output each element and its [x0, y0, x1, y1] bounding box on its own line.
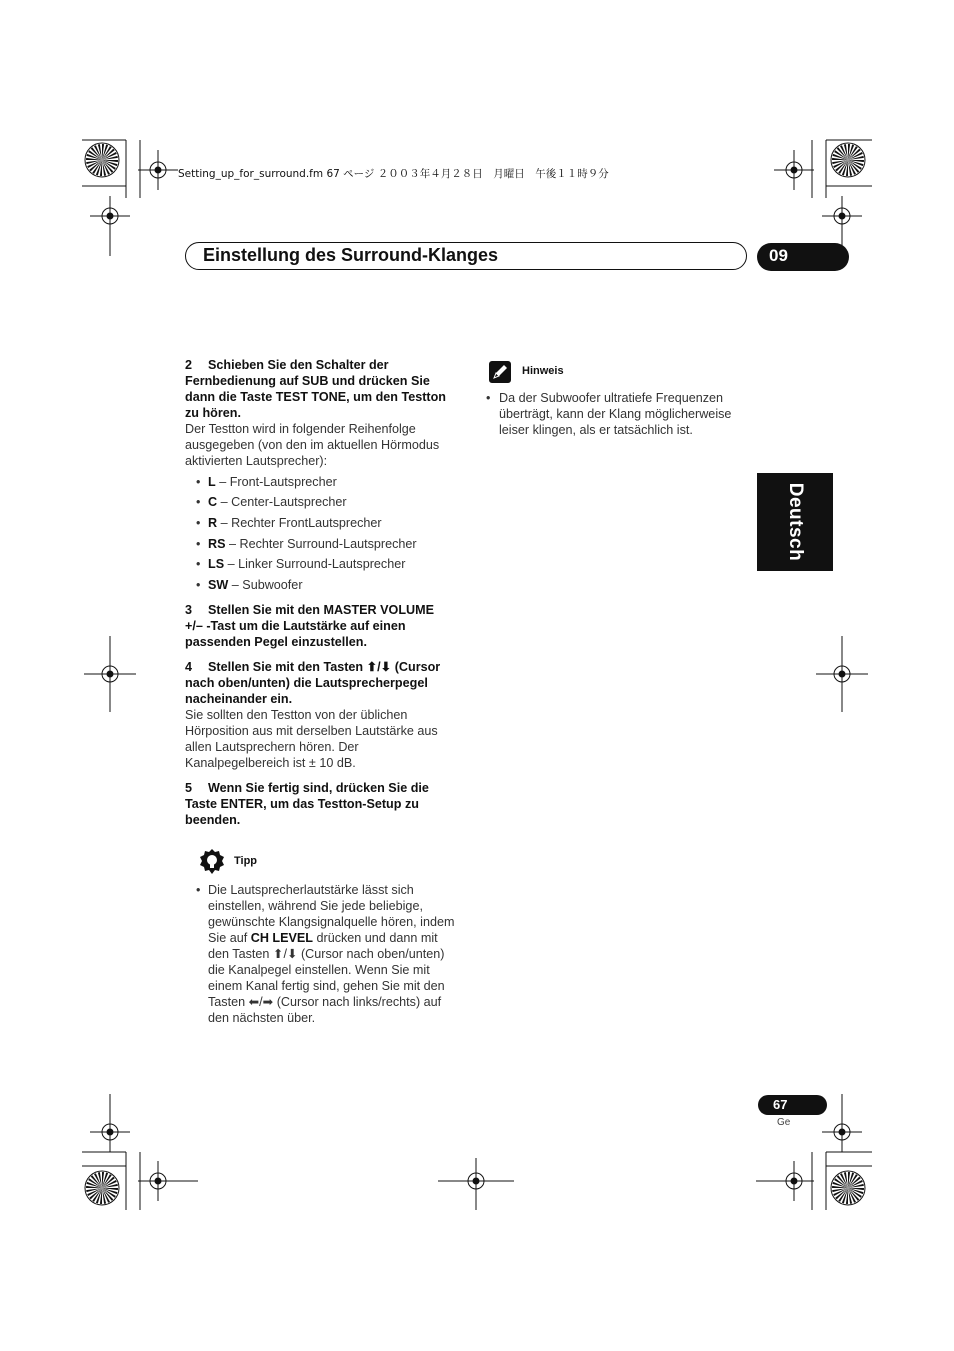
chapter-number: 09 — [769, 246, 788, 265]
list-item: • SW – Subwoofer — [196, 578, 303, 592]
speaker-desc: – Subwoofer — [228, 578, 303, 592]
step-heading: Schieben Sie den Schalter der Fernbedienung auf SUB und drücken Sie dann die Taste TEST TONE, um den Testton zu hören. — [185, 358, 446, 420]
step-body: Sie sollten den Testton von der üblichen Hörposition aus mit derselben Lautstärke aus allen Lautsprechern hören. Der Kanalpegelbereich ist ± 10 dB. — [185, 708, 438, 770]
starburst-mark — [831, 1171, 865, 1205]
step-number: 5 — [185, 781, 193, 795]
speaker-code: LS — [208, 557, 225, 571]
note-item: • Da der Subwoofer ultratiefe Frequenzen überträgt, kann der Klang möglicherweise leiser klingen, als er tatsächlich ist. — [486, 390, 738, 438]
speaker-code: C — [208, 495, 218, 509]
step-2 — [185, 357, 453, 469]
step-heading: Stellen Sie mit den Tasten ⬆/⬇ (Cursor nach oben/unten) die Lautsprecherpegel nacheinander ein. — [185, 660, 441, 706]
step-number: 2 — [185, 358, 193, 372]
speaker-desc: – Linker Surround-Lautsprecher — [224, 557, 406, 571]
note-label: Hinweis — [522, 365, 564, 377]
speaker-code: SW — [208, 578, 229, 592]
starburst-mark — [831, 143, 865, 177]
page-number-badge — [758, 1095, 827, 1115]
list-item: • C – Center-Lautsprecher — [196, 495, 347, 509]
speaker-code: R — [208, 516, 218, 530]
speaker-desc: – Rechter Surround-Lautsprecher — [225, 537, 417, 551]
step-number: 3 — [185, 603, 193, 617]
step-5 — [185, 780, 453, 828]
chapter-title: Einstellung des Surround-Klanges — [203, 245, 499, 265]
language-tab — [757, 473, 833, 571]
speaker-code: RS — [208, 537, 226, 551]
page-number: 67 — [773, 1097, 788, 1112]
starburst-mark — [85, 1171, 119, 1205]
step-body: Der Testton wird in folgender Reihenfolge ausgegeben (von den im aktuellen Hörmodus aktivierten Lautsprecher): — [185, 422, 440, 468]
list-item: • LS – Linker Surround-Lautsprecher — [196, 557, 406, 571]
list-item: • R – Rechter FrontLautsprecher — [196, 516, 382, 530]
file-info-line: Setting_up_for_surround.fm 67 ページ ２００３年４月２８日 月曜日 午後１１時９分 — [178, 168, 609, 180]
speaker-desc: – Center-Lautsprecher — [217, 495, 347, 509]
speaker-desc: – Front-Lautsprecher — [215, 475, 337, 489]
step-3 — [185, 602, 453, 650]
list-item: • L – Front-Lautsprecher — [196, 475, 337, 489]
starburst-mark — [85, 143, 119, 177]
step-heading: Stellen Sie mit den MASTER VOLUME +/– -Tast um die Lautstärke auf einen passenden Pegel einzustellen. — [185, 603, 435, 649]
step-4 — [185, 659, 453, 771]
tip-text-1: Die Lautsprecherlautstärke lässt sich einstellen, während Sie jede beliebige, gewünschte Klangsignalquelle hören, indem Sie auf — [208, 883, 455, 945]
step-heading: Wenn Sie fertig sind, drücken Sie die Taste ENTER, um das Testton-Setup zu beenden. — [185, 781, 429, 827]
tip-item: • Die Lautsprecherlautstärke lässt sich einstellen, während Sie jede beliebige, gewünschte Klangsignalquelle hören, indem Sie auf CH LEVEL drücken und dann mit den Tasten ⬆/⬇ (Cursor nach oben/unten) die Kanalpegel einstellen. Wenn Sie mit einem Kanal fertig sind, gehen Sie mit den Tasten ⬅/➡ (Cursor nach links/rechts) auf den nächsten über. — [196, 883, 455, 1025]
lightbulb-icon — [198, 848, 226, 876]
tip-bold: CH LEVEL — [250, 931, 313, 945]
speaker-desc: – Rechter FrontLautsprecher — [217, 516, 382, 530]
language-tab-label: Deutsch — [785, 482, 806, 562]
tip-label: Tipp — [234, 855, 258, 867]
list-item: • RS – Rechter Surround-Lautsprecher — [196, 537, 417, 551]
tip-text-2: drücken und dann mit den Tasten ⬆/⬇ (Cursor nach oben/unten) die Kanalpegel einstellen. Wenn Sie mit einem Kanal fertig sind, gehen Sie mit den Tasten ⬅/➡ (Cursor nach links/rechts) auf den nächsten über. — [208, 931, 445, 1025]
page-language-code: Ge — [777, 1117, 791, 1128]
speaker-code: L — [208, 475, 216, 489]
step-number: 4 — [185, 660, 193, 674]
note-text: Da der Subwoofer ultratiefe Frequenzen überträgt, kann der Klang möglicherweise leiser klingen, als er tatsächlich ist. — [499, 391, 732, 437]
pencil-icon — [489, 361, 511, 383]
